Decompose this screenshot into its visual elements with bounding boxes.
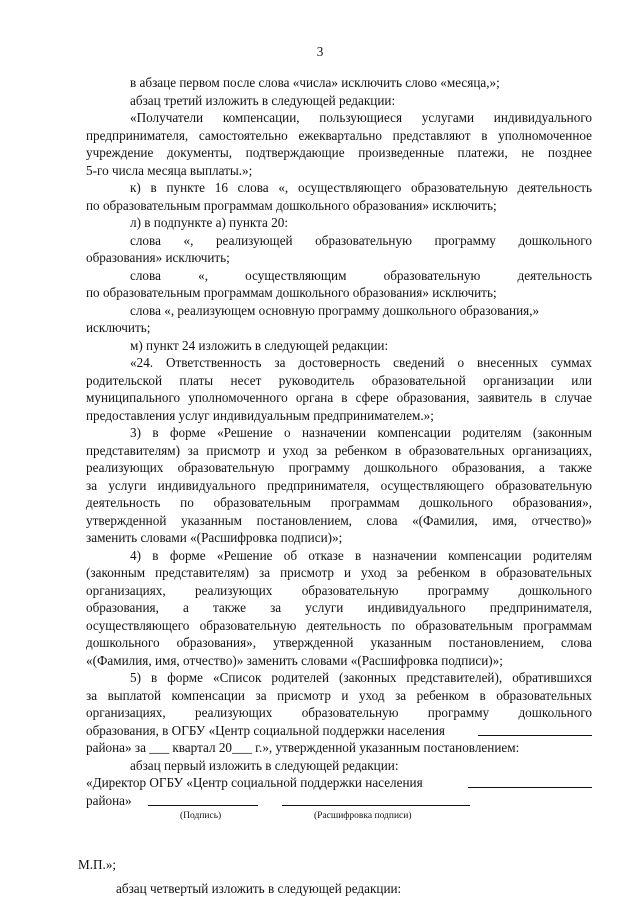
caption-row xyxy=(86,809,592,831)
signature-caption: (Подпись) xyxy=(180,811,222,821)
paragraph-line: организациях, реализующих образовательную программу дошкольного xyxy=(86,582,592,598)
transcript-caption: (Расшифровка подписи) xyxy=(314,811,412,821)
paragraph-line: 5-го числа месяца выплаты.»; xyxy=(86,162,253,178)
page-number: 3 xyxy=(316,44,324,59)
spacer xyxy=(86,831,592,856)
stamp-line: М.П.»; xyxy=(78,857,117,872)
signature-row xyxy=(86,792,592,810)
paragraph-line: района» за ___ квартал 20___ г.», утвержденной указанным постановлением: xyxy=(86,740,520,755)
paragraph-line: учреждение документы, подтверждающие произведенные платежи, не позднее xyxy=(86,145,592,160)
paragraph-line: предоставления услуг индивидуальным предпринимателем.»; xyxy=(86,407,434,423)
paragraph-line: «24. Ответственность за достоверность сведений о внесенных суммах xyxy=(130,355,592,370)
paragraph-line: абзац четвертый изложить в следующей редакции: xyxy=(116,880,402,896)
paragraph-line: исключить; xyxy=(86,320,151,335)
form-line-center xyxy=(86,722,592,740)
paragraph-line: в абзаце первом после слова «числа» исключить слово «месяца,»; xyxy=(130,75,500,90)
paragraph-line: «Получатели компенсации, пользующиеся услугами индивидуального xyxy=(130,110,592,125)
paragraph-line: по образовательным программам дошкольного образования» исключить; xyxy=(86,197,497,213)
document-body xyxy=(78,74,592,897)
paragraph-line: к) в пункте 16 слова «, осуществляющего образовательную деятельность xyxy=(130,180,592,195)
paragraph-line: «Директор ОГБУ «Центр социальной поддержки населения xyxy=(86,775,423,790)
paragraph-line: образования» исключить; xyxy=(86,250,230,265)
paragraph-line: слова «, реализующей образовательную программу дошкольного xyxy=(130,232,592,248)
paragraph-line: абзац третий изложить в следующей редакции: xyxy=(130,92,396,108)
blank-line xyxy=(468,774,592,788)
director-line xyxy=(86,774,592,792)
paragraph-line: 3) в форме «Решение о назначении компенсации родителям (законным xyxy=(130,425,592,440)
paragraph-line: за выплатой компенсации за присмотр и уход за ребенком в образовательных xyxy=(86,687,592,703)
paragraph-line: абзац первый изложить в следующей редакции: xyxy=(130,757,399,773)
signature-blank xyxy=(148,792,258,806)
paragraph-line: 4) в форме «Решение об отказе в назначении компенсации родителям xyxy=(130,547,592,563)
paragraph-line: л) в подпункте а) пункта 20: xyxy=(130,215,289,230)
paragraph-line: слова «, реализующем основную программу дошкольного образования,» xyxy=(130,302,540,318)
paragraph-line: муниципального уполномоченного органа в сфере образования, заявитель в случае xyxy=(86,390,592,405)
paragraph-line: района» xyxy=(86,792,132,808)
transcript-blank xyxy=(282,792,470,806)
paragraph-line: образования, а также за услуги индивидуального предпринимателя, xyxy=(86,600,592,615)
paragraph-line: предпринимателя, самостоятельно ежеквартально представляют в уполномоченное xyxy=(86,127,592,143)
paragraph-line: за услуги индивидуального предпринимателя, осуществляющего образовательную xyxy=(86,477,592,493)
paragraph-line: 5) в форме «Список родителей (законных представителей), обратившихся xyxy=(130,670,592,685)
paragraph-line: организациях, реализующих образовательную программу дошкольного xyxy=(86,705,592,720)
paragraph-line: (законным представителям) за присмотр и уход за ребенком в образовательных xyxy=(86,565,592,580)
paragraph-line: «(Фамилия, имя, отчество)» заменить словами «(Расшифровка подписи)»; xyxy=(86,652,503,668)
paragraph-line: реализующих образовательную программу дошкольного образования, а также xyxy=(86,460,592,475)
paragraph-line: родительской платы несет руководитель образовательной организации или xyxy=(86,372,592,388)
paragraph-line: осуществляющего образовательную деятельность по образовательным программам xyxy=(86,617,592,633)
blank-line xyxy=(478,722,592,736)
paragraph-line: по образовательным программам дошкольного образования» исключить; xyxy=(86,285,497,300)
paragraph-line: образования, в ОГБУ «Центр социальной поддержки населения xyxy=(86,722,445,738)
paragraph-line: представителям) за присмотр и уход за ребенком в образовательных организациях, xyxy=(86,442,592,458)
paragraph-line: дошкольного образования», утвержденной указанным постановлением, слова xyxy=(86,635,592,650)
paragraph-line: утвержденной указанным постановлением, слова «(Фамилия, имя, отчество)» xyxy=(86,512,592,528)
paragraph-line: м) пункт 24 изложить в следующей редакции: xyxy=(130,337,389,353)
paragraph-line: заменить словами «(Расшифровка подписи)»; xyxy=(86,530,343,545)
paragraph-line: слова «, осуществляющим образовательную деятельность xyxy=(130,267,592,283)
paragraph-line: деятельность по образовательным программам дошкольного образования», xyxy=(86,495,592,510)
